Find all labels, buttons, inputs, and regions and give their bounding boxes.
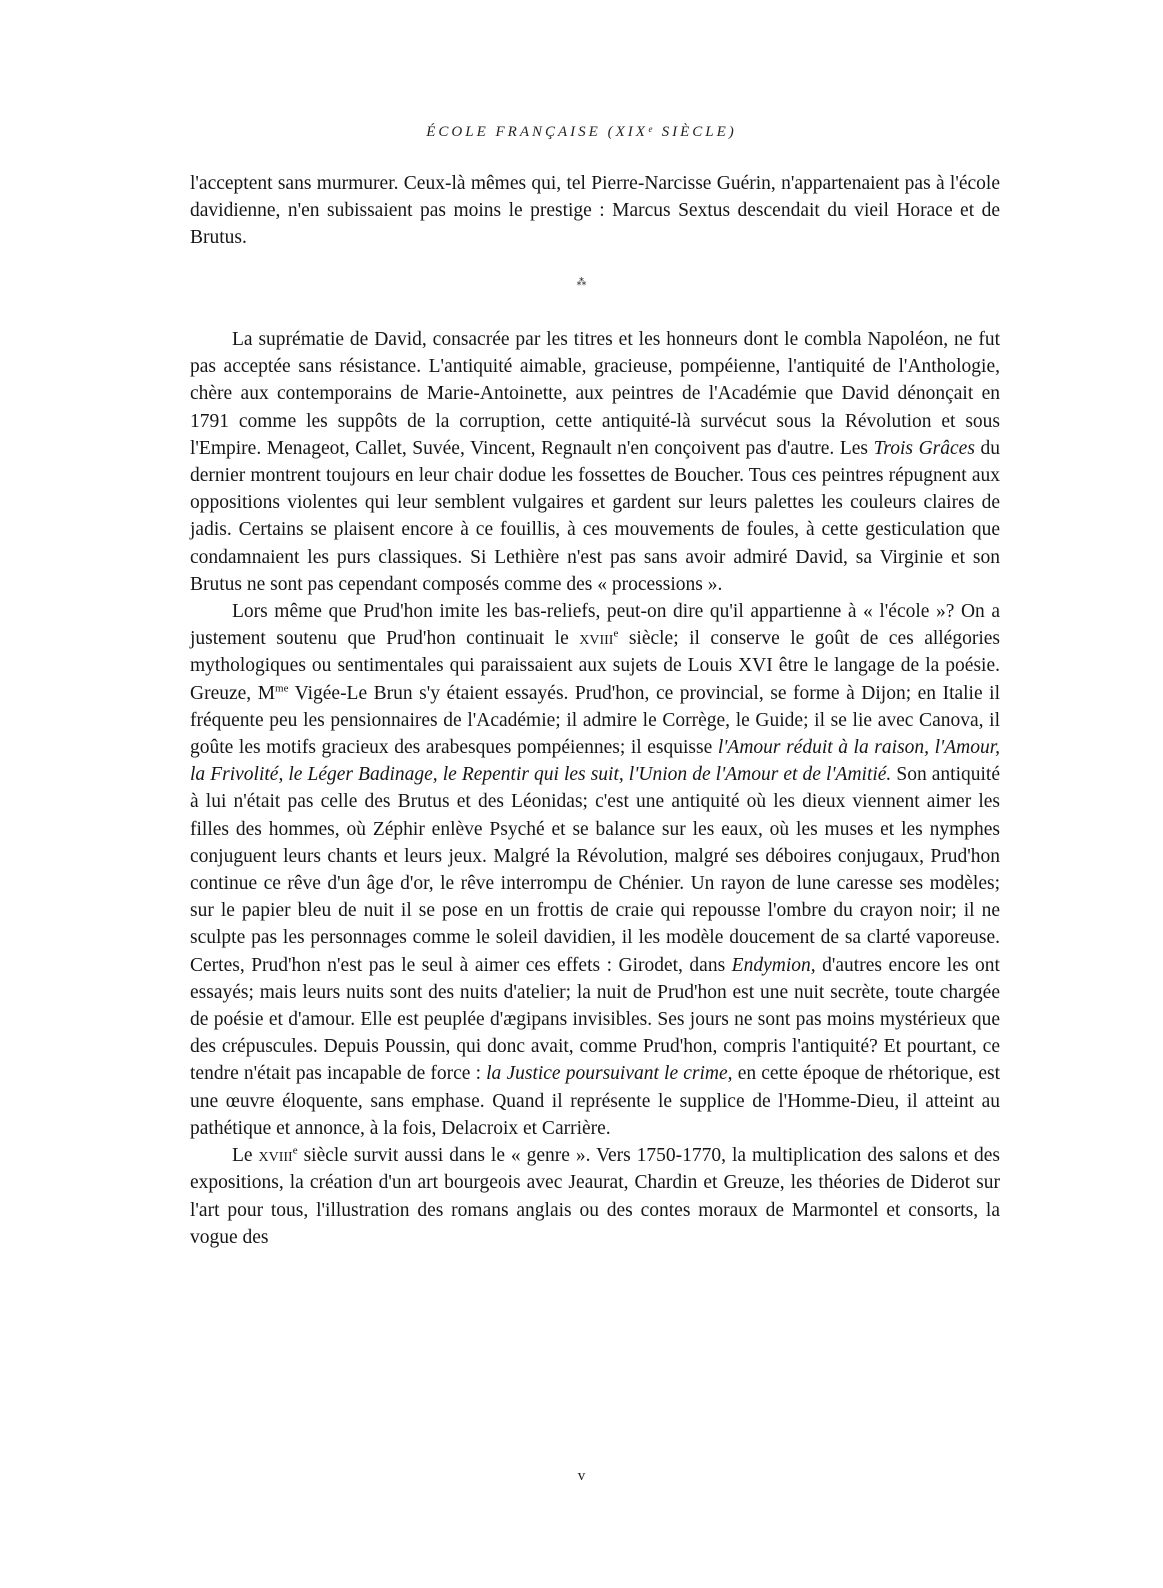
paragraph-genre	[190, 1142, 1000, 1251]
paragraph-text: Vigée-Le Brun s'y étaient essayés. Prud'hon, ce provincial, se forme à Dijon; en Italie il fréquente peu les pensionnaires de l'Académie; il admire le Corrège, le Guide; il se lie avec Canova, il goûte les motifs gracieux des arabesques pompéiennes; il esquisse	[190, 682, 1000, 759]
artwork-title: Trois Grâces	[873, 437, 975, 459]
paragraph-text: en cette époque de rhétorique, est une œuvre éloquente, sans emphase. Quand il représente le supplice de l'Homme-Dieu, il atteint au pathétique et annonce, à la fois, Delacroix et Carrière.	[190, 1063, 1001, 1139]
superscript: me	[275, 682, 289, 695]
paragraph-text: du dernier montrent toujours en leur chair dodue les fossettes de Boucher. Tous ces peintres répugnent aux oppositions violentes qui leur semblent vulgaires et gardent sur leurs palettes les couleurs claires de jadis. Certains se plaisent encore à ce fouillis, à ces mouvements de foules, à cette gesticulation que condamnaient les purs classiques. Si Lethière n'est pas sans avoir admiré David, sa Virginie et son Brutus ne sont pas cependant composés comme des « processions ».	[190, 437, 1001, 595]
superscript: e	[292, 1144, 298, 1157]
opening-paragraph: l'acceptent sans murmurer. Ceux-là mêmes qui, tel Pierre-Narcisse Guérin, n'appartenaient pas à l'école davidienne, n'en subissaient pas moins le prestige : Marcus Sextus descendait du vieil Horace et de Brutus.	[190, 173, 1000, 249]
paragraph-text: d'autres encore les ont essayés; mais leurs nuits sont des nuits d'atelier; la nuit de Prud'hon est une nuit secrète, toute chargée de poésie et d'amour. Elle est peuplée d'ægipans invisibles. Ses jours ne sont pas moins mystérieux que des crépuscules. Depuis Poussin, qui donc avait, comme Prud'hon, compris l'antiquité? Et pourtant, ce tendre n'était pas incapable de force :	[190, 954, 1000, 1085]
artwork-title: Endymion,	[731, 954, 816, 976]
paragraph-text: Son antiquité à lui n'était pas celle des Brutus et des Léonidas; c'est une antiquité où les dieux viennent aimer les filles des hommes, où Zéphir enlève Psyché et se balance sur les eaux, où les muses et les nymphes conjuguent leurs chants et leurs jeux. Malgré la Révolution, malgré ses déboires conjugaux, Prud'hon continue ce rêve d'un âge d'or, le rêve interrompu de Chénier. Un rayon de lune caresse ses modèles; sur le papier bleu de nuit il se pose en un frottis de craie qui repousse l'ombre du crayon noir; il ne sculpte pas les personnages comme le soleil davidien, il les modèle doucement de sa clarté vaporeuse. Certes, Prud'hon n'est pas le seul à aimer ces effets : Girodet, dans	[190, 764, 1000, 976]
paragraph-prudhon	[190, 598, 1000, 1142]
artwork-title: la Justice poursuivant le crime,	[486, 1063, 733, 1085]
paragraph-text: La suprématie de David, consacrée par les titres et les honneurs dont le combla Napoléon, ne fut pas acceptée sans résistance. L'antiquité aimable, gracieuse, pompéienne, l'antiquité de l'Anthologie, chère aux contemporains de Marie-Antoinette, aux peintres de l'Académie que David dénonçait en 1791 comme les suppôts de la corruption, cette antiquité-là survécut sous la Révolution et sous l'Empire. Menageot, Callet, Suvée, Vincent, Regnault n'en conçoivent pas d'autre. Les	[190, 329, 1000, 459]
text-block-top	[190, 170, 1000, 252]
paragraph-text: siècle survit aussi dans le « genre ». Vers 1750-1770, la multiplication des salons et des expositions, la création d'un art bourgeois avec Jeaurat, Chardin et Greuze, les théories de Diderot sur l'art pour tous, l'illustration des romans anglais ou des contes moraux de Marmontel et consorts, la vogue des	[190, 1145, 1000, 1248]
paragraph-supremacy	[190, 326, 1000, 598]
text-block-main	[190, 326, 1000, 1251]
century-numeral: xviii	[579, 628, 614, 650]
paragraph-text: Le	[232, 1145, 259, 1167]
section-asterism: ⁂	[576, 277, 587, 288]
superscript: e	[613, 627, 619, 640]
paragraph-text: Lors même que Prud'hon imite les bas-reliefs, peut-on dire qu'il appartienne à « l'école »? On a justement soutenu que Prud'hon continuait le	[190, 601, 1000, 650]
running-head: ÉCOLE FRANÇAISE (XIXᵉ SIÈCLE)	[426, 124, 737, 140]
century-numeral: xviii	[258, 1145, 293, 1167]
page-number: v	[577, 1468, 586, 1484]
artwork-titles: l'Amour réduit à la raison, l'Amour, la Frivolité, le Léger Badinage, le Repentir qui les suit, l'Union de l'Amour et de l'Amitié.	[190, 737, 1000, 786]
paragraph-text: siècle; il conserve le goût de ces allégories mythologiques ou sentimentales qui paraissaient aux sujets de Louis XVI être le langage de la poésie. Greuze, M	[190, 628, 1000, 704]
